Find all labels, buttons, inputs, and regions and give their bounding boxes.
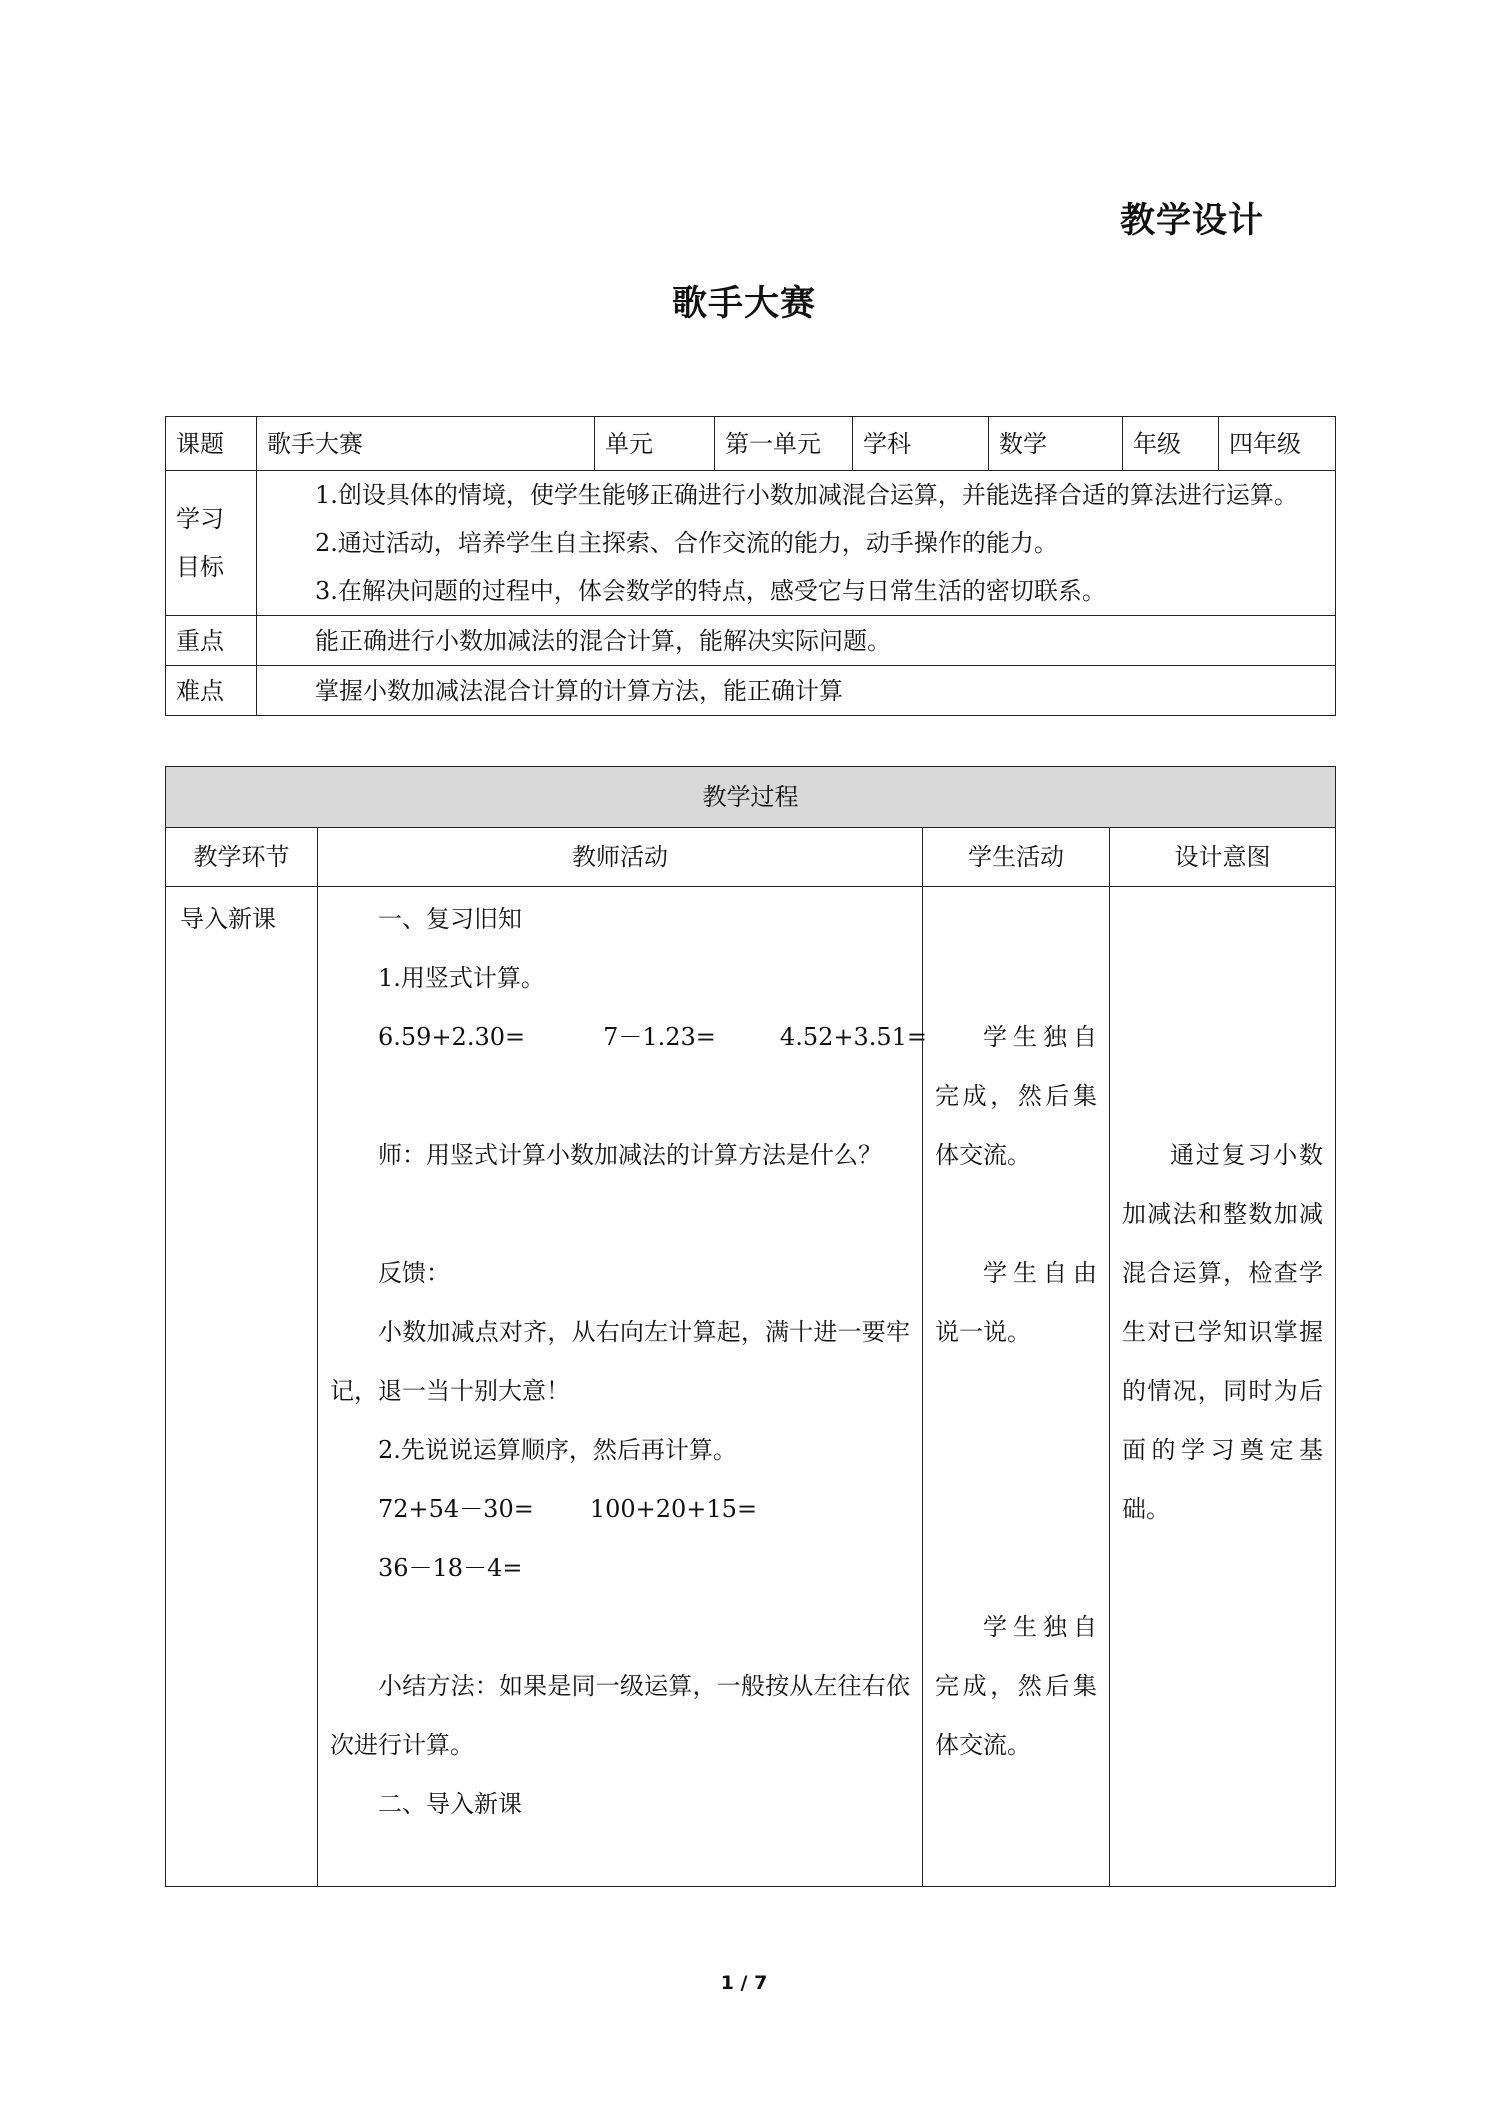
goal-item: 3.在解决问题的过程中，体会数学的特点，感受它与日常生活的密切联系。 bbox=[315, 577, 1106, 605]
grade-label: 年级 bbox=[1123, 417, 1219, 471]
question-2: 2.先说说运算顺序，然后再计算。 bbox=[378, 1436, 737, 1464]
col-header-stage: 教学环节 bbox=[166, 828, 318, 887]
goals-list bbox=[257, 471, 1336, 616]
student-activity-1: 学生独自完成，然后集体交流。 bbox=[935, 1023, 1097, 1169]
student-activity-2: 学生自由说一说。 bbox=[935, 1259, 1097, 1346]
document-title: 歌手大赛 bbox=[671, 284, 816, 324]
student-activity-cell bbox=[923, 887, 1110, 1887]
subject-label: 学科 bbox=[853, 417, 989, 471]
key-point-label: 重点 bbox=[166, 616, 257, 666]
grade-value: 四年级 bbox=[1219, 417, 1336, 471]
design-intent-cell bbox=[1110, 887, 1336, 1887]
formula-1b: 7－1.23= bbox=[603, 1023, 716, 1051]
summary-text: 小结方法：如果是同一级运算，一般按从左往右依次进行计算。 bbox=[330, 1672, 910, 1759]
col-header-intent: 设计意图 bbox=[1110, 828, 1336, 887]
formula-2c: 36－18－4= bbox=[378, 1554, 523, 1582]
goal-item: 2.通过活动，培养学生自主探索、合作交流的能力，动手操作的能力。 bbox=[315, 529, 1058, 557]
formula-2b: 100+20+15= bbox=[589, 1495, 758, 1523]
subject-value: 数学 bbox=[989, 417, 1123, 471]
topic-value: 歌手大赛 bbox=[257, 417, 595, 471]
page-number: 1 / 7 bbox=[720, 1972, 768, 1994]
topic-label: 课题 bbox=[166, 417, 257, 471]
teaching-process-table bbox=[165, 766, 1336, 1887]
review-heading: 一、复习旧知 bbox=[378, 905, 522, 933]
method-question: 师：用竖式计算小数加减法的计算方法是什么？ bbox=[378, 1141, 882, 1169]
formula-1c: 4.52+3.51= bbox=[779, 1023, 928, 1051]
teacher-activity-cell bbox=[318, 887, 928, 1887]
question-1: 1.用竖式计算。 bbox=[378, 964, 545, 992]
formula-row-2 bbox=[330, 1480, 910, 1539]
intro-heading: 二、导入新课 bbox=[378, 1790, 522, 1818]
rule-text: 小数加减点对齐，从右向左计算起，满十进一要牢记，退一当十别大意！ bbox=[330, 1318, 910, 1405]
difficulty-label: 难点 bbox=[166, 666, 257, 716]
goals-label-line-1: 学习 bbox=[176, 505, 224, 533]
header-title: 教学设计 bbox=[1120, 201, 1265, 241]
unit-label: 单元 bbox=[595, 417, 715, 471]
student-activity-3: 学生独自完成，然后集体交流。 bbox=[935, 1613, 1097, 1759]
formula-row-1 bbox=[330, 1008, 928, 1067]
formula-1a: 6.59+2.30= bbox=[378, 1023, 526, 1051]
lesson-info-table bbox=[165, 416, 1336, 716]
unit-value: 第一单元 bbox=[715, 417, 853, 471]
goals-label-line-2: 目标 bbox=[176, 553, 224, 581]
goal-item: 1.创设具体的情境，使学生能够正确进行小数加减混合运算，并能选择合适的算法进行运算。 bbox=[315, 481, 1298, 509]
design-intent-text: 通过复习小数加减法和整数加减混合运算，检查学生对已学知识掌握的情况，同时为后面的学习奠定基础。 bbox=[1122, 1141, 1323, 1523]
stage-cell: 导入新课 bbox=[166, 887, 318, 1887]
feedback-label: 反馈： bbox=[378, 1259, 450, 1287]
col-header-student: 学生活动 bbox=[923, 828, 1110, 887]
process-title: 教学过程 bbox=[166, 767, 1336, 828]
difficulty-value: 掌握小数加减法混合计算的计算方法，能正确计算 bbox=[257, 666, 1336, 716]
key-point-value: 能正确进行小数加减法的混合计算，能解决实际问题。 bbox=[257, 616, 1336, 666]
col-header-teacher: 教师活动 bbox=[318, 828, 923, 887]
goals-label bbox=[166, 471, 257, 616]
formula-2a: 72+54－30= bbox=[378, 1495, 534, 1523]
